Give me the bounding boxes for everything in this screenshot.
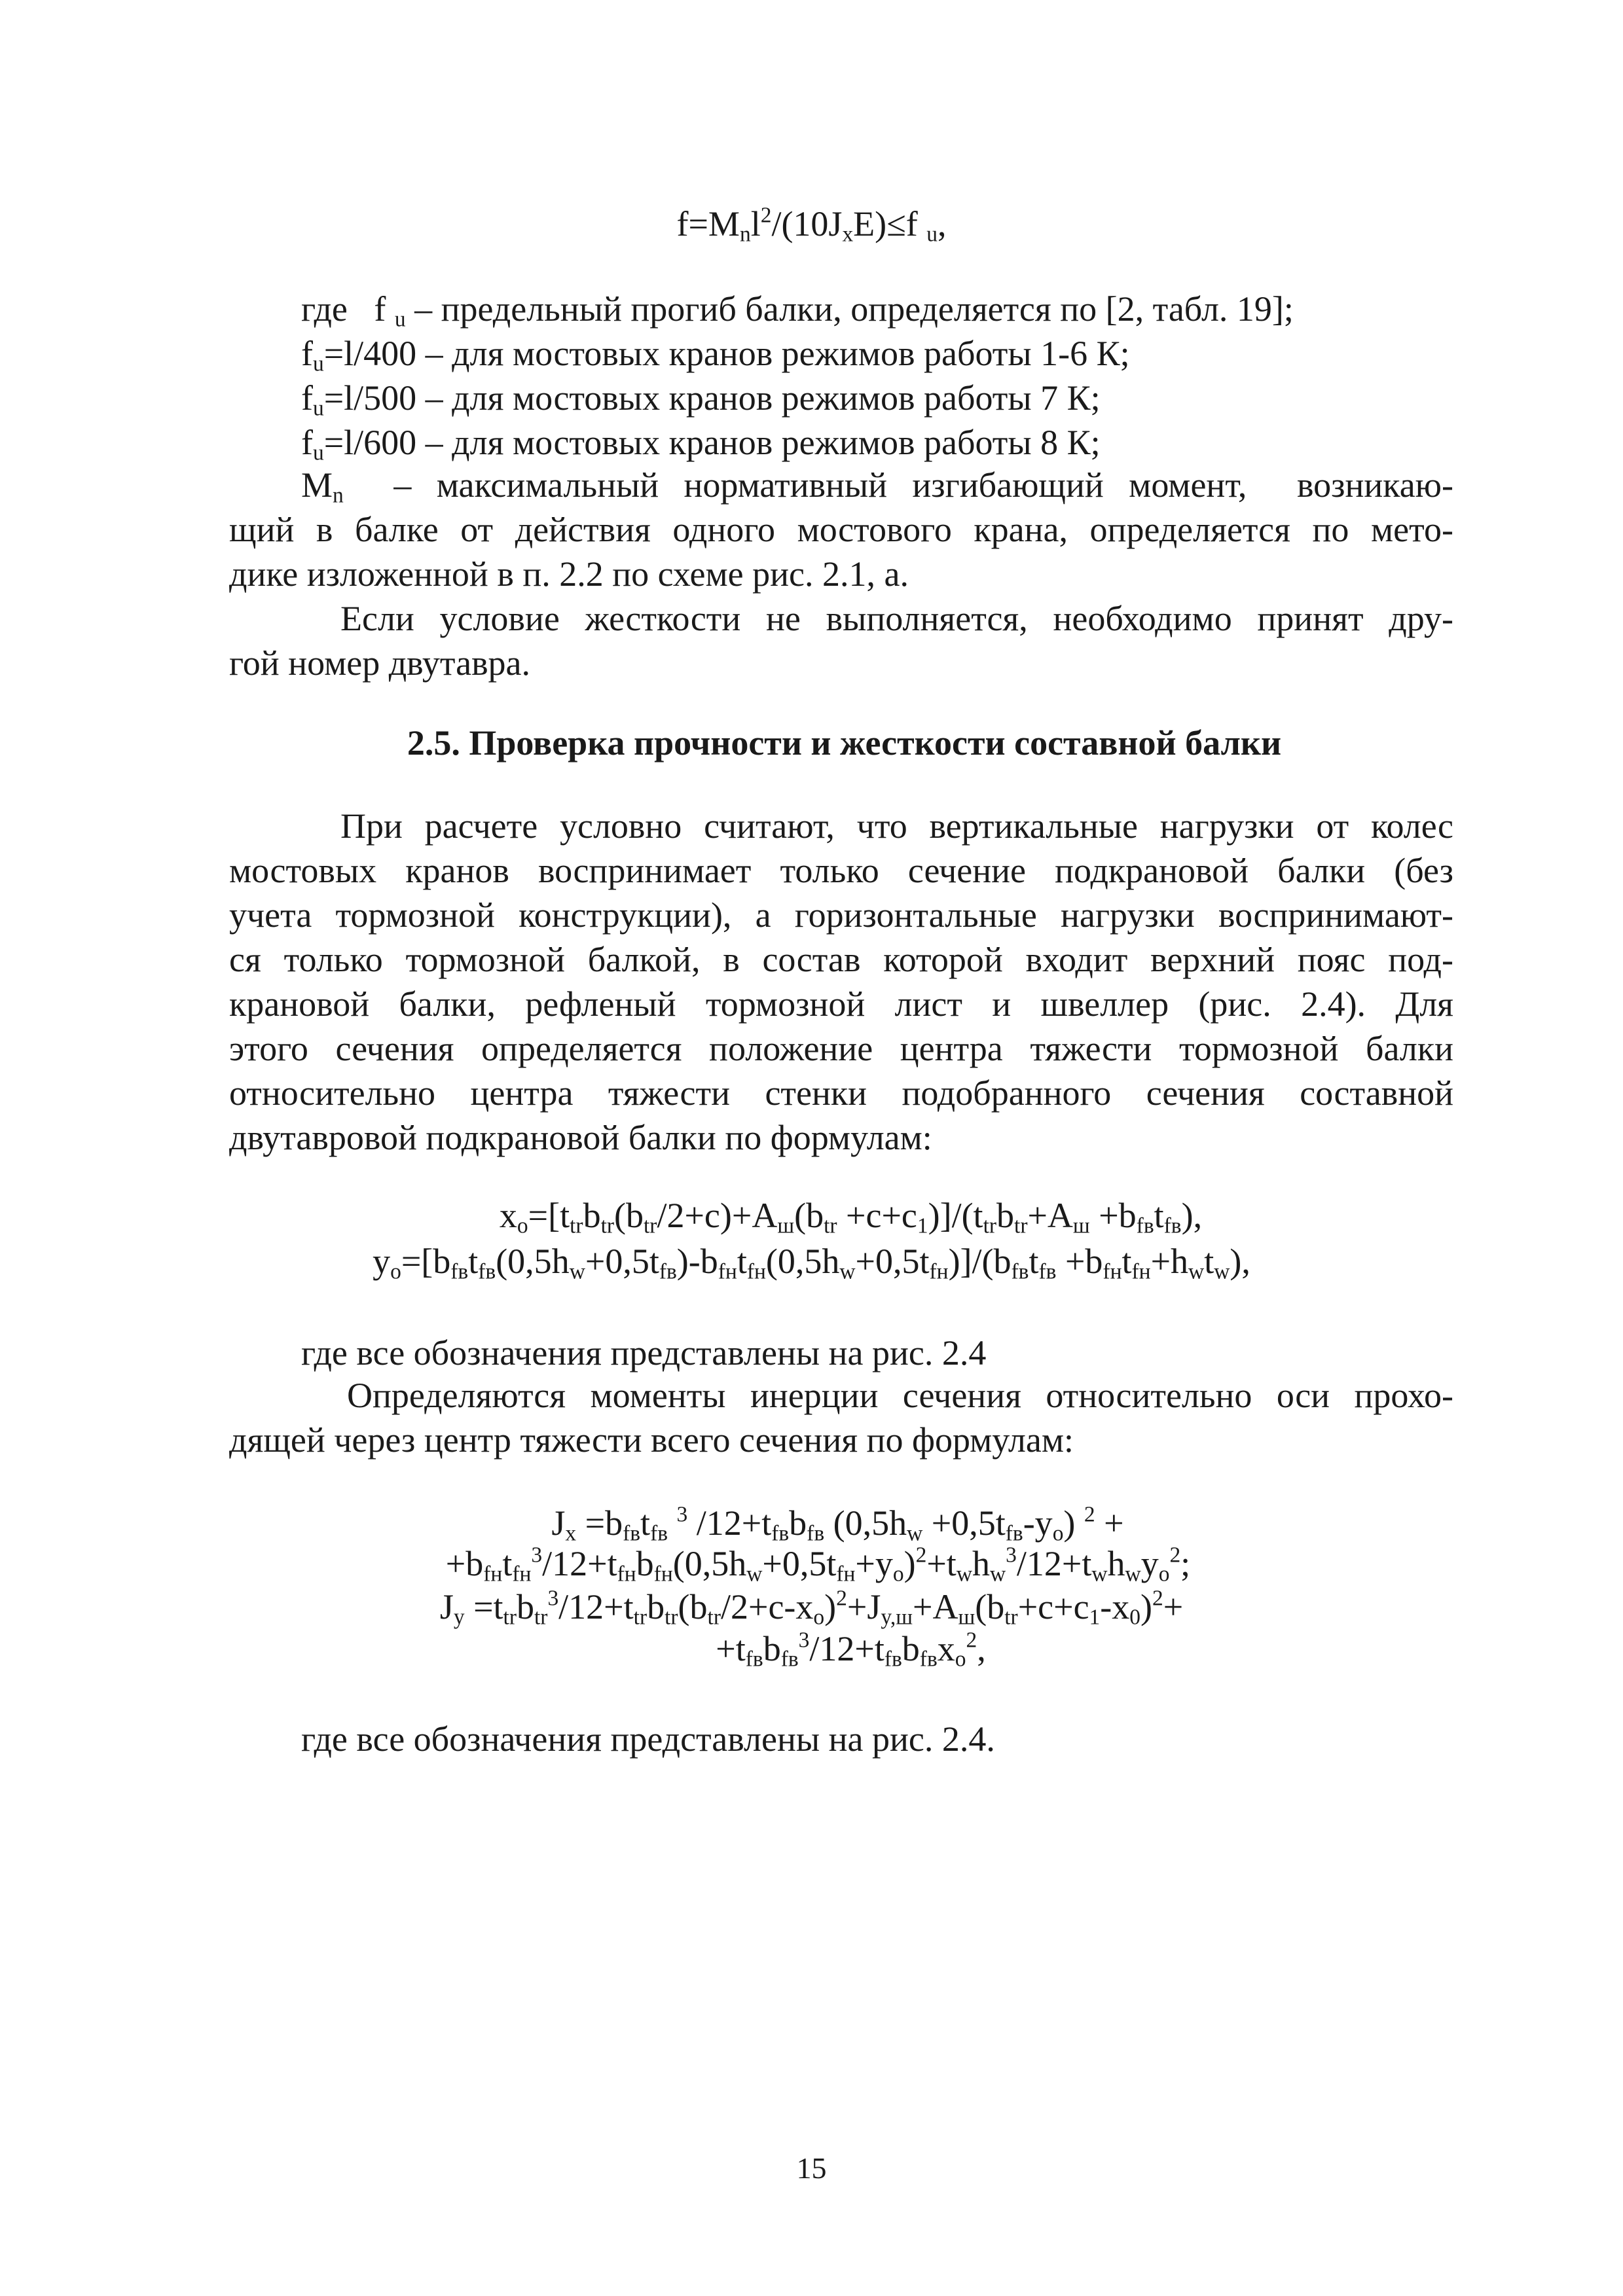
paragraph-line: Если условие жесткости не выполняется, необходимо принят дру-	[340, 599, 1453, 638]
paragraph-condition	[229, 601, 1453, 690]
section-heading: 2.5. Проверка прочности и жесткости составной балки	[407, 723, 1282, 762]
formula-jy-line1: $J_y =t_{tr}b_{tr}^3/12+t_{tr}b_{tr}(b_{tr}/2+c-x_o)^2+J_{y,ш}+A_ш(b_{tr}+c+c_1-x_0)^2+$	[439, 1586, 1184, 1630]
paragraph-line: этого сечения определяется положение центра тяжести тормозной балки	[229, 1029, 1453, 1068]
list-line-1: где f $_u$ – предельный прогиб балки, определяется по [2, табл. 19];	[301, 289, 1294, 332]
paragraph-line: дике изложенной в п. 2.2 по схеме рис. 2.1, а.	[229, 554, 909, 594]
paragraph-line: $M_n$ – максимальный нормативный изгибающий момент, возникаю-	[301, 465, 1453, 508]
formula-jy-line2: $+t_{fв}b_{fв}^3/12+t_{fв}b_{fв}x_o^2$,	[716, 1628, 986, 1672]
paragraph-line: гой номер двутавра.	[229, 643, 531, 683]
formula-xo: $x_o=[t_{tr}b_{tr}(b_{tr}/2+c)+A_ш(b_{tr} +c+c_1)]/(t_{tr}b_{tr}+A_ш +b_{fв}t_{fв})$,	[499, 1196, 1203, 1238]
paragraph-line: учета тормозной конструкции), а горизонтальные нагрузки воспринимают-	[229, 895, 1453, 935]
note-figure-reference-2: где все обозначения представлены на рис. 2.4.	[301, 1719, 995, 1759]
list-line-2: $f_u=l/400$ – для мостовых кранов режимов работы 1-6 К;	[301, 334, 1130, 376]
paragraph-mn	[229, 467, 1453, 601]
formula-jx-line2: $+b_{fн}t_{fн}^3/12+t_{fн}b_{fн}(0,5h_w+0,5t_{fн}+y_o)^2+t_wh_w^3/12+t_wh_wy_o^2$;	[445, 1543, 1191, 1587]
paragraph-line: При расчете условно считают, что вертикальные нагрузки от колес	[340, 806, 1453, 846]
paragraph-line: относительно центра тяжести стенки подобранного сечения составной	[229, 1073, 1453, 1113]
paragraph-calculation	[229, 808, 1453, 1164]
page-number: 15	[796, 2151, 827, 2185]
paragraph-line: Определяются моменты инерции сечения относительно оси прохо-	[347, 1376, 1453, 1415]
formula-jx-line1: $J_x =b_{fв}t_{fв}$ $^3$ $/12+t_{fв}b_{fв}$ $(0,5h_w +0,5t_{fв}-y_o) ^2$ +	[551, 1502, 1124, 1546]
note-figure-reference: где все обозначения представлены на рис. 2.4	[301, 1333, 987, 1372]
paragraph-line: щий в балке от действия одного мостового крана, определяется по мето-	[229, 510, 1453, 549]
formula-yo: $y_o=[b_{fв}t_{fв}(0,5h_w+0,5t_{fв})-b_{fн}t_{fн}(0,5h_w+0,5t_{fн})]/(b_{fв}t_{fв} +b_{fн}t_{fн}+h_wt_w)$,	[373, 1242, 1250, 1284]
formula-deflection: $f=M_nl^2/(10J_xE)\le f$ $_u$,	[676, 203, 947, 247]
paragraph-line: мостовых кранов воспринимает только сечение подкрановой балки (без	[229, 851, 1453, 890]
paragraph-line: двутавровой подкрановой балки по формулам:	[229, 1118, 932, 1157]
paragraph-line: крановой балки, рефленый тормозной лист и швеллер (рис. 2.4). Для	[229, 984, 1453, 1024]
paragraph-line: дящей через центр тяжести всего сечения по формулам:	[229, 1420, 1074, 1460]
list-line-3: $f_u=l/500$ – для мостовых кранов режимов работы 7 К;	[301, 378, 1101, 421]
paragraph-inertia	[229, 1378, 1453, 1467]
paragraph-line: ся только тормозной балкой, в состав которой входит верхний пояс под-	[229, 940, 1453, 979]
list-line-4: $f_u=l/600$ – для мостовых кранов режимов работы 8 К;	[301, 423, 1101, 465]
